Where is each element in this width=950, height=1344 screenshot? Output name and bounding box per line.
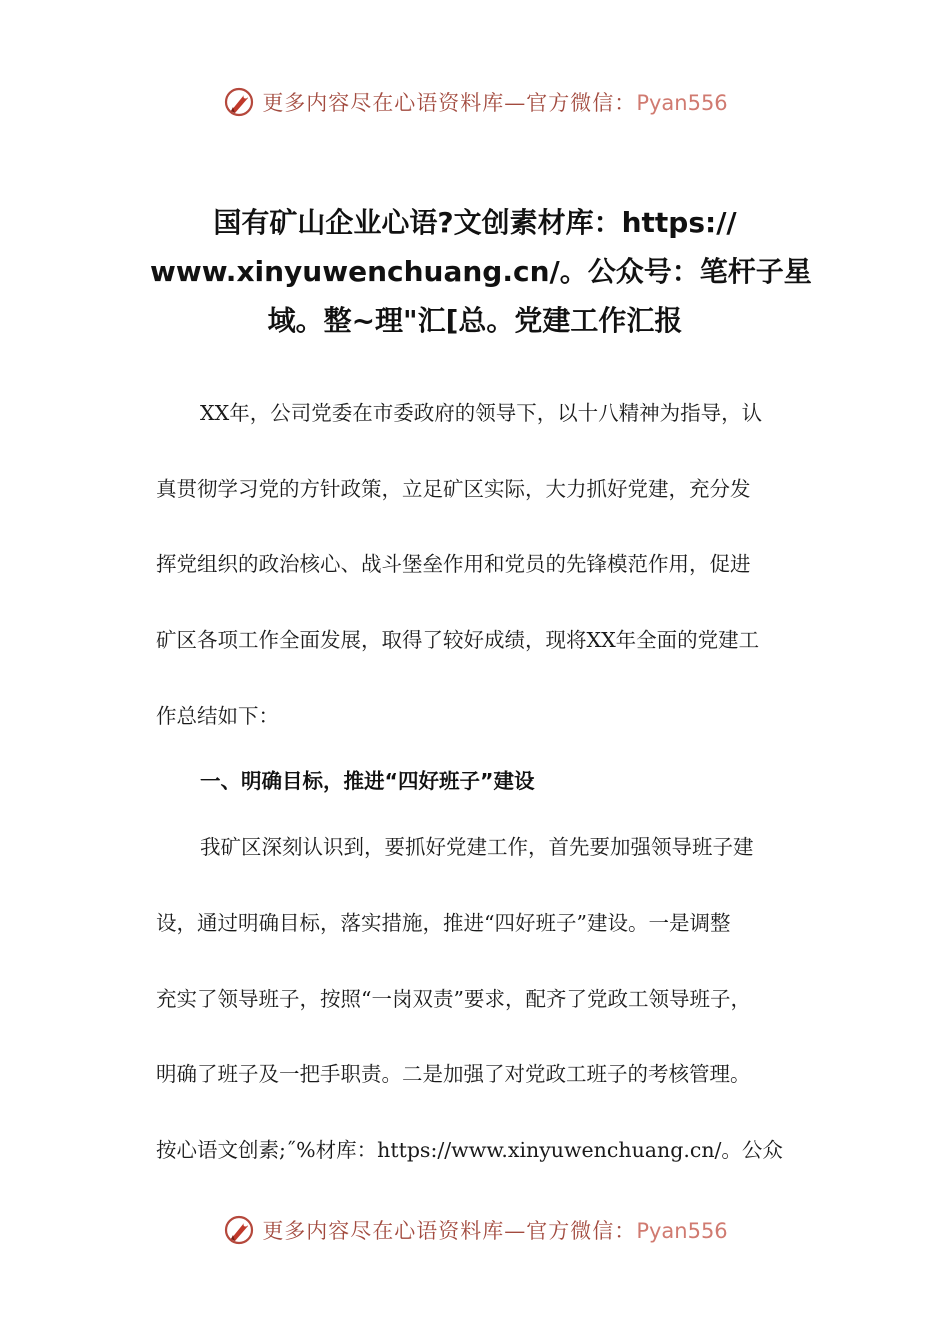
watermark-wechat-id: Pyan556 <box>636 91 728 115</box>
watermark-text: 更多内容尽在心语资料库—官方微信：Pyan556 <box>262 1219 728 1243</box>
body-text-line: XX年，公司党委在市委政府的领导下，以十八精神为指导，认 <box>200 401 763 425</box>
watermark-wechat-id: Pyan556 <box>636 1219 728 1243</box>
body-text-line: 真贯彻学习党的方针政策，立足矿区实际，大力抓好党建，充分发 <box>156 477 751 501</box>
pen-nib-logo-icon <box>222 1213 256 1247</box>
body-text-line: 明确了班子及一把手职责。二是加强了对党政工班子的考核管理。 <box>156 1062 751 1086</box>
body-text-line: 充实了领导班子，按照“一岗双责”要求，配齐了党政工领导班子， <box>156 987 751 1011</box>
document-title <box>150 198 812 345</box>
body-text-line: 我矿区深刻认识到，要抓好党建工作，首先要加强领导班子建 <box>200 835 754 859</box>
title-line: 国有矿山企业心语?文创素材库：https:// <box>213 206 737 239</box>
pen-nib-logo-icon <box>222 85 256 119</box>
title-line: www.xinyuwenchuang.cn/。公众号：笔杆子星 <box>150 255 812 288</box>
footer-watermark <box>0 1210 950 1250</box>
body-text-line: 矿区各项工作全面发展，取得了较好成绩，现将XX年全面的党建工 <box>156 628 760 652</box>
body-text-line: 按心语文创素;˝%材库：https://www.xinyuwenchuang.cn/。公众 <box>156 1138 783 1162</box>
body-text-line: 作总结如下： <box>156 704 279 728</box>
watermark-text: 更多内容尽在心语资料库—官方微信：Pyan556 <box>262 91 728 115</box>
body-text-line: 挥党组织的政治核心、战斗堡垒作用和党员的先锋模范作用，促进 <box>156 552 751 576</box>
section-heading: 一、明确目标，推进“四好班子”建设 <box>200 769 535 793</box>
title-line: 域。整~理"汇[总。党建工作汇报 <box>267 304 683 337</box>
body-text-line: 设，通过明确目标，落实措施，推进“四好班子”建设。一是调整 <box>156 911 731 935</box>
header-watermark <box>0 82 950 122</box>
